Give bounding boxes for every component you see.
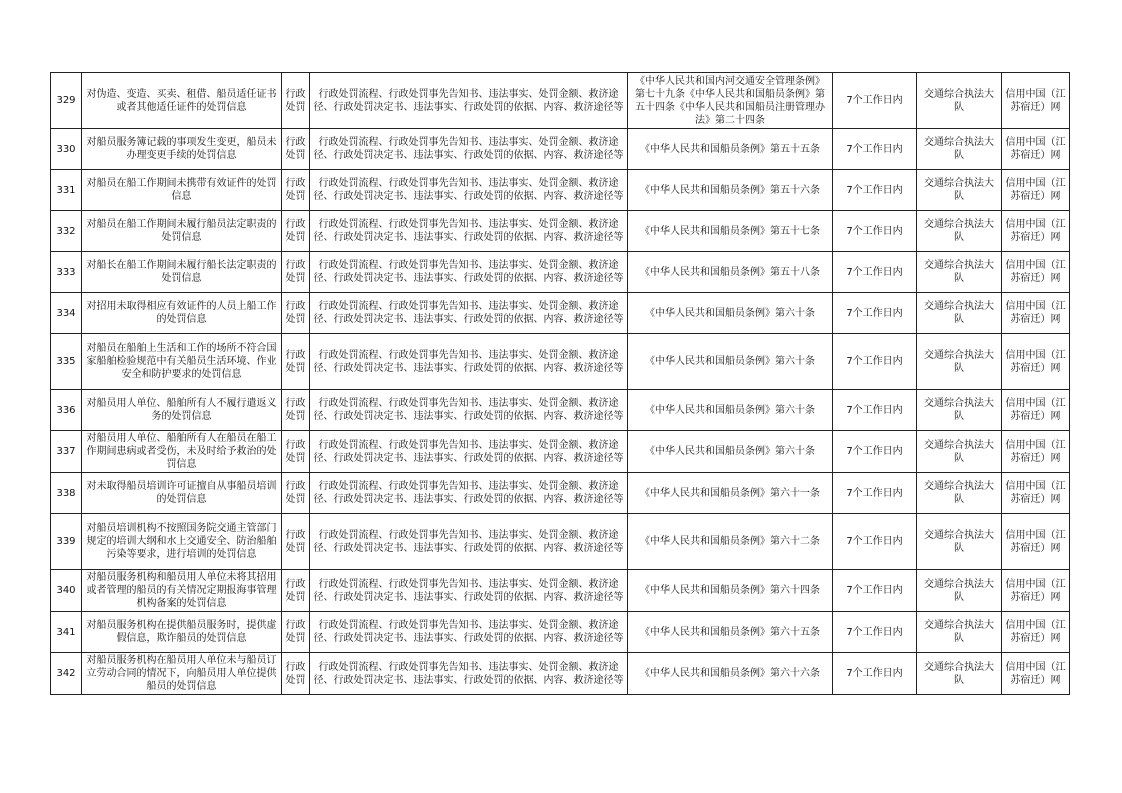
disclosure-content: 行政处罚流程、行政处罚事先告知书、违法事实、处罚金额、救济途径、行政处罚决定书、违法事实、行政处罚的依据、内容、救济途径等 [310, 73, 628, 129]
disclosure-channel: 信用中国（江苏宿迁）网 [1002, 293, 1070, 334]
table-row [51, 570, 1070, 612]
responsible-department: 交通综合执法大队 [917, 73, 1002, 129]
row-number: 332 [51, 211, 82, 252]
disclosure-time: 7个工作日内 [833, 570, 917, 612]
disclosure-content: 行政处罚流程、行政处罚事先告知书、违法事实、处罚金额、救济途径、行政处罚决定书、违法事实、行政处罚的依据、内容、救济途径等 [310, 473, 628, 514]
table-row [51, 211, 1070, 252]
item-type: 行政处罚 [282, 431, 310, 473]
disclosure-content: 行政处罚流程、行政处罚事先告知书、违法事实、处罚金额、救济途径、行政处罚决定书、违法事实、行政处罚的依据、内容、救济途径等 [310, 570, 628, 612]
legal-basis: 《中华人民共和国船员条例》第六十六条 [628, 653, 833, 695]
item-name: 对船员服务机构和船员用人单位未将其招用或者管理的船员的有关情况定期报海事管理机构备案的处罚信息 [82, 570, 282, 612]
disclosure-time: 7个工作日内 [833, 334, 917, 390]
disclosure-content: 行政处罚流程、行政处罚事先告知书、违法事实、处罚金额、救济途径、行政处罚决定书、违法事实、行政处罚的依据、内容、救济途径等 [310, 612, 628, 653]
legal-basis: 《中华人民共和国船员条例》第六十条 [628, 293, 833, 334]
item-type: 行政处罚 [282, 73, 310, 129]
disclosure-time: 7个工作日内 [833, 211, 917, 252]
responsible-department: 交通综合执法大队 [917, 170, 1002, 211]
row-number: 337 [51, 431, 82, 473]
row-number: 334 [51, 293, 82, 334]
responsible-department: 交通综合执法大队 [917, 252, 1002, 293]
legal-basis: 《中华人民共和国船员条例》第五十六条 [628, 170, 833, 211]
disclosure-content: 行政处罚流程、行政处罚事先告知书、违法事实、处罚金额、救济途径、行政处罚决定书、违法事实、行政处罚的依据、内容、救济途径等 [310, 293, 628, 334]
item-name: 对船员服务机构在提供船员服务时，提供虚假信息，欺诈船员的处罚信息 [82, 612, 282, 653]
disclosure-content: 行政处罚流程、行政处罚事先告知书、违法事实、处罚金额、救济途径、行政处罚决定书、违法事实、行政处罚的依据、内容、救济途径等 [310, 653, 628, 695]
responsible-department: 交通综合执法大队 [917, 514, 1002, 570]
disclosure-time: 7个工作日内 [833, 390, 917, 431]
table-row [51, 170, 1070, 211]
item-type: 行政处罚 [282, 211, 310, 252]
responsible-department: 交通综合执法大队 [917, 570, 1002, 612]
table-row [51, 473, 1070, 514]
disclosure-time: 7个工作日内 [833, 612, 917, 653]
legal-basis: 《中华人民共和国内河交通安全管理条例》第七十九条《中华人民共和国船员条例》第五十四条《中华人民共和国船员注册管理办法》第二十四条 [628, 73, 833, 129]
item-type: 行政处罚 [282, 570, 310, 612]
disclosure-channel: 信用中国（江苏宿迁）网 [1002, 334, 1070, 390]
responsible-department: 交通综合执法大队 [917, 293, 1002, 334]
row-number: 339 [51, 514, 82, 570]
item-name: 对伪造、变造、买卖、租借、船员适任证书或者其他适任证件的处罚信息 [82, 73, 282, 129]
legal-basis: 《中华人民共和国船员条例》第六十条 [628, 334, 833, 390]
legal-basis: 《中华人民共和国船员条例》第六十四条 [628, 570, 833, 612]
disclosure-channel: 信用中国（江苏宿迁）网 [1002, 431, 1070, 473]
table-row [51, 73, 1070, 129]
legal-basis: 《中华人民共和国船员条例》第六十二条 [628, 514, 833, 570]
legal-basis: 《中华人民共和国船员条例》第六十条 [628, 390, 833, 431]
disclosure-channel: 信用中国（江苏宿迁）网 [1002, 129, 1070, 170]
item-name: 对船员在船工作期间未履行船员法定职责的处罚信息 [82, 211, 282, 252]
disclosure-time: 7个工作日内 [833, 293, 917, 334]
row-number: 340 [51, 570, 82, 612]
item-type: 行政处罚 [282, 129, 310, 170]
item-name: 对船员服务簿记载的事项发生变更，船员未办理变更手续的处罚信息 [82, 129, 282, 170]
item-type: 行政处罚 [282, 390, 310, 431]
table-row [51, 252, 1070, 293]
item-name: 对船长在船工作期间未履行船长法定职责的处罚信息 [82, 252, 282, 293]
item-type: 行政处罚 [282, 252, 310, 293]
disclosure-time: 7个工作日内 [833, 73, 917, 129]
row-number: 342 [51, 653, 82, 695]
row-number: 331 [51, 170, 82, 211]
disclosure-channel: 信用中国（江苏宿迁）网 [1002, 252, 1070, 293]
responsible-department: 交通综合执法大队 [917, 473, 1002, 514]
disclosure-time: 7个工作日内 [833, 129, 917, 170]
disclosure-channel: 信用中国（江苏宿迁）网 [1002, 211, 1070, 252]
disclosure-content: 行政处罚流程、行政处罚事先告知书、违法事实、处罚金额、救济途径、行政处罚决定书、违法事实、行政处罚的依据、内容、救济途径等 [310, 514, 628, 570]
legal-basis: 《中华人民共和国船员条例》第六十五条 [628, 612, 833, 653]
table-row [51, 514, 1070, 570]
item-type: 行政处罚 [282, 514, 310, 570]
table-row [51, 390, 1070, 431]
item-name: 对招用未取得相应有效证件的人员上船工作的处罚信息 [82, 293, 282, 334]
disclosure-content: 行政处罚流程、行政处罚事先告知书、违法事实、处罚金额、救济途径、行政处罚决定书、违法事实、行政处罚的依据、内容、救济途径等 [310, 334, 628, 390]
row-number: 336 [51, 390, 82, 431]
item-type: 行政处罚 [282, 473, 310, 514]
table-row [51, 431, 1070, 473]
disclosure-time: 7个工作日内 [833, 514, 917, 570]
responsible-department: 交通综合执法大队 [917, 211, 1002, 252]
row-number: 338 [51, 473, 82, 514]
item-name: 对船员用人单位、船舶所有人在船员在船工作期间患病或者受伤，未及时给予救治的处罚信息 [82, 431, 282, 473]
item-name: 对船员在船舶上生活和工作的场所不符合国家船舶检验规范中有关船员生活环境、作业安全和防护要求的处罚信息 [82, 334, 282, 390]
item-name: 对船员在船工作期间未携带有效证件的处罚信息 [82, 170, 282, 211]
responsible-department: 交通综合执法大队 [917, 129, 1002, 170]
row-number: 329 [51, 73, 82, 129]
item-type: 行政处罚 [282, 653, 310, 695]
legal-basis: 《中华人民共和国船员条例》第六十一条 [628, 473, 833, 514]
legal-basis: 《中华人民共和国船员条例》第五十五条 [628, 129, 833, 170]
table-body [51, 73, 1070, 695]
disclosure-time: 7个工作日内 [833, 252, 917, 293]
legal-basis: 《中华人民共和国船员条例》第五十七条 [628, 211, 833, 252]
row-number: 333 [51, 252, 82, 293]
table-row [51, 129, 1070, 170]
legal-basis: 《中华人民共和国船员条例》第六十条 [628, 431, 833, 473]
item-name: 对船员服务机构在船员用人单位未与船员订立劳动合同的情况下，向船员用人单位提供船员的处罚信息 [82, 653, 282, 695]
legal-basis: 《中华人民共和国船员条例》第五十八条 [628, 252, 833, 293]
disclosure-time: 7个工作日内 [833, 653, 917, 695]
disclosure-channel: 信用中国（江苏宿迁）网 [1002, 473, 1070, 514]
responsible-department: 交通综合执法大队 [917, 390, 1002, 431]
disclosure-content: 行政处罚流程、行政处罚事先告知书、违法事实、处罚金额、救济途径、行政处罚决定书、违法事实、行政处罚的依据、内容、救济途径等 [310, 211, 628, 252]
disclosure-content: 行政处罚流程、行政处罚事先告知书、违法事实、处罚金额、救济途径、行政处罚决定书、违法事实、行政处罚的依据、内容、救济途径等 [310, 129, 628, 170]
disclosure-channel: 信用中国（江苏宿迁）网 [1002, 73, 1070, 129]
table-row [51, 334, 1070, 390]
responsible-department: 交通综合执法大队 [917, 334, 1002, 390]
disclosure-content: 行政处罚流程、行政处罚事先告知书、违法事实、处罚金额、救济途径、行政处罚决定书、违法事实、行政处罚的依据、内容、救济途径等 [310, 431, 628, 473]
disclosure-table [50, 72, 1070, 695]
row-number: 341 [51, 612, 82, 653]
disclosure-channel: 信用中国（江苏宿迁）网 [1002, 653, 1070, 695]
disclosure-content: 行政处罚流程、行政处罚事先告知书、违法事实、处罚金额、救济途径、行政处罚决定书、违法事实、行政处罚的依据、内容、救济途径等 [310, 170, 628, 211]
item-type: 行政处罚 [282, 170, 310, 211]
table-row [51, 293, 1070, 334]
table-row [51, 612, 1070, 653]
disclosure-time: 7个工作日内 [833, 431, 917, 473]
row-number: 335 [51, 334, 82, 390]
item-name: 对船员用人单位、船舶所有人不履行遣返义务的处罚信息 [82, 390, 282, 431]
disclosure-channel: 信用中国（江苏宿迁）网 [1002, 570, 1070, 612]
responsible-department: 交通综合执法大队 [917, 431, 1002, 473]
row-number: 330 [51, 129, 82, 170]
disclosure-channel: 信用中国（江苏宿迁）网 [1002, 170, 1070, 211]
item-type: 行政处罚 [282, 293, 310, 334]
disclosure-channel: 信用中国（江苏宿迁）网 [1002, 390, 1070, 431]
disclosure-time: 7个工作日内 [833, 170, 917, 211]
item-type: 行政处罚 [282, 612, 310, 653]
disclosure-channel: 信用中国（江苏宿迁）网 [1002, 514, 1070, 570]
disclosure-content: 行政处罚流程、行政处罚事先告知书、违法事实、处罚金额、救济途径、行政处罚决定书、违法事实、行政处罚的依据、内容、救济途径等 [310, 252, 628, 293]
table-row [51, 653, 1070, 695]
disclosure-channel: 信用中国（江苏宿迁）网 [1002, 612, 1070, 653]
item-name: 对船员培训机构不按照国务院交通主管部门规定的培训大纲和水上交通安全、防治船舶污染等要求，进行培训的处罚信息 [82, 514, 282, 570]
item-type: 行政处罚 [282, 334, 310, 390]
responsible-department: 交通综合执法大队 [917, 653, 1002, 695]
item-name: 对未取得船员培训许可证擅自从事船员培训的处罚信息 [82, 473, 282, 514]
disclosure-time: 7个工作日内 [833, 473, 917, 514]
disclosure-content: 行政处罚流程、行政处罚事先告知书、违法事实、处罚金额、救济途径、行政处罚决定书、违法事实、行政处罚的依据、内容、救济途径等 [310, 390, 628, 431]
responsible-department: 交通综合执法大队 [917, 612, 1002, 653]
